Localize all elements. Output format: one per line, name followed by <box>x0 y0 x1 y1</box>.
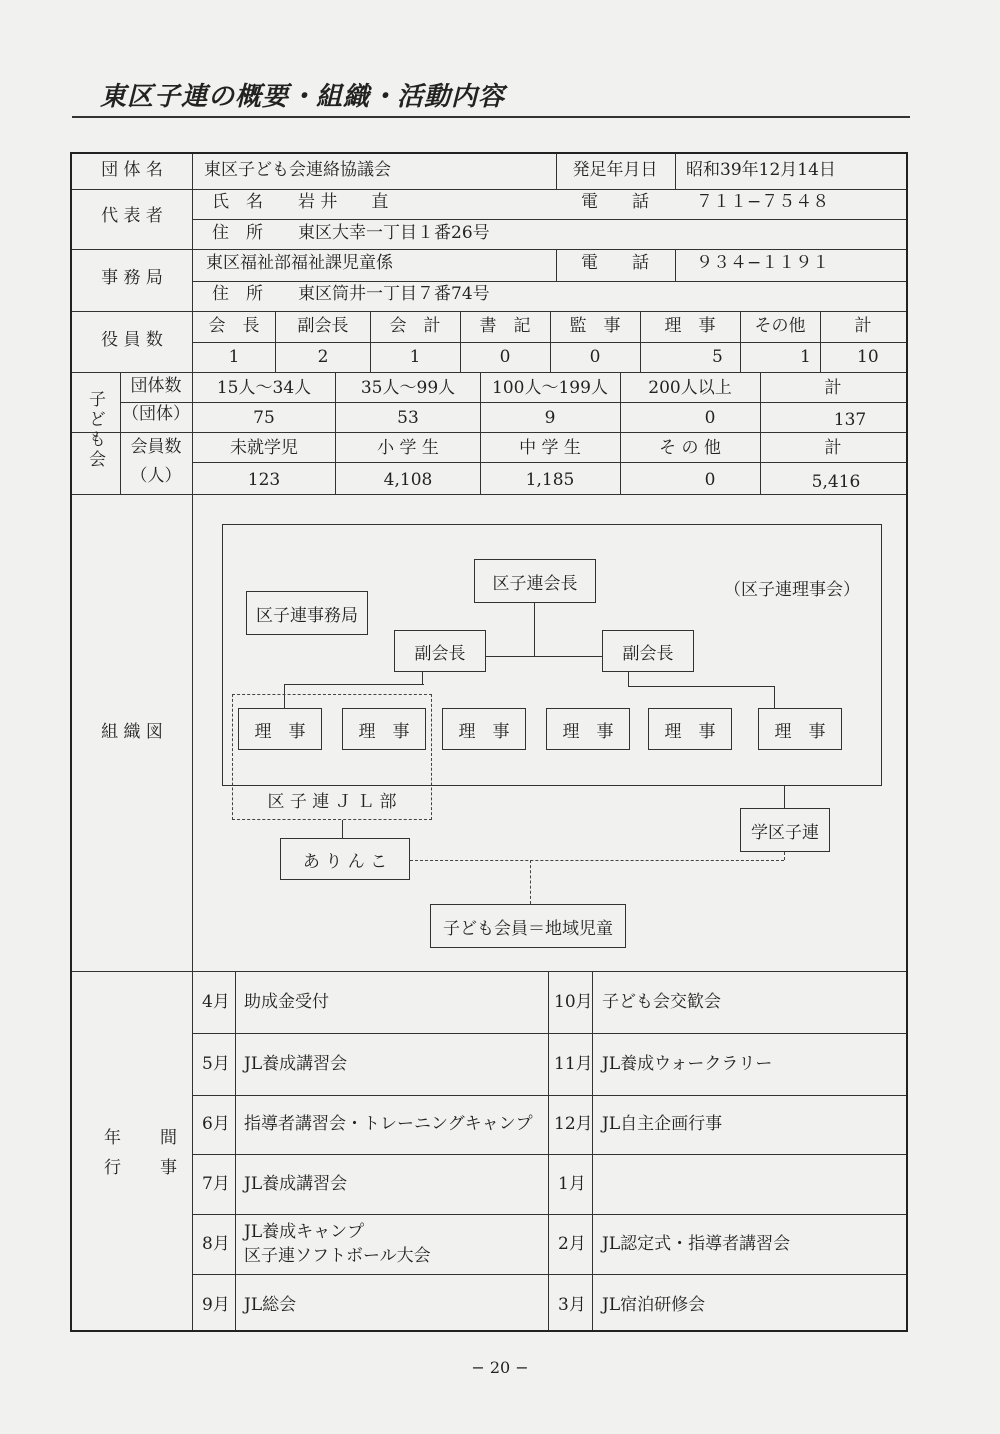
chairman-box: 区子連会長 <box>474 559 596 603</box>
officer-header: 副会長 <box>297 316 349 336</box>
officers-label: 役 員 数 <box>101 330 163 350</box>
office-tel-label: 電 話 <box>581 253 649 273</box>
org-name-label: 団 体 名 <box>101 160 163 180</box>
director-box: 理 事 <box>442 708 526 750</box>
director-box: 理 事 <box>758 708 842 750</box>
groups-header: 200人以上 <box>648 378 732 398</box>
director-box: 理 事 <box>238 708 322 750</box>
child-members-box: 子ども会員＝地域児童 <box>430 904 626 948</box>
office-label: 事 務 局 <box>101 268 163 288</box>
event-month: 4月 <box>202 992 230 1012</box>
groups-value: 137 <box>833 410 867 430</box>
event-month: 12月 <box>554 1114 593 1134</box>
org-chart-label: 組 織 図 <box>101 722 163 742</box>
title-underline <box>72 116 910 118</box>
event-month: 1月 <box>558 1174 586 1194</box>
page-title: 東区子連の概要・組織・活動内容 <box>100 82 506 112</box>
officer-header: 計 <box>854 316 872 336</box>
groups-value: 75 <box>253 408 275 428</box>
founded-label: 発足年月日 <box>572 160 658 180</box>
office-box: 区子連事務局 <box>246 591 368 635</box>
events-label-char: 事 <box>160 1158 177 1178</box>
officer-value: 10 <box>857 347 879 367</box>
officer-value: 1 <box>800 347 811 367</box>
event-name: JL自主企画行事 <box>602 1114 723 1134</box>
groups-header: 計 <box>824 378 842 398</box>
founded-value: 昭和39年12月14日 <box>686 160 836 180</box>
members-value: 5,416 <box>811 472 861 492</box>
groups-header: 15人〜34人 <box>216 378 312 398</box>
office-address-value: 東区筒井一丁目７番74号 <box>298 284 490 304</box>
rep-address-label: 住 所 <box>212 223 263 243</box>
event-month: 9月 <box>202 1295 230 1315</box>
event-name-line2: 区子連ソフトボール大会 <box>244 1246 431 1266</box>
vice-chairman-box-1: 副会長 <box>394 630 486 672</box>
officer-value: 1 <box>228 347 240 367</box>
event-name: JL養成ウォークラリー <box>602 1054 773 1074</box>
events-label-char: 間 <box>160 1128 177 1148</box>
director-box: 理 事 <box>648 708 732 750</box>
event-month: 11月 <box>554 1054 593 1074</box>
event-month: 3月 <box>558 1295 586 1315</box>
event-month: 8月 <box>202 1234 230 1254</box>
members-unit: （人） <box>130 466 182 486</box>
groups-unit: （団体） <box>122 404 190 424</box>
event-name: 助成金受付 <box>244 992 329 1012</box>
council-label: （区子連理事会） <box>724 580 860 600</box>
officer-value: 5 <box>712 347 723 367</box>
event-name: JL認定式・指導者講習会 <box>602 1234 791 1254</box>
groups-value: 53 <box>397 408 419 428</box>
officer-header: 理 事 <box>664 316 716 336</box>
representative-label: 代 表 者 <box>101 206 163 226</box>
event-name: JL養成キャンプ <box>244 1222 365 1242</box>
groups-value: 0 <box>704 408 716 428</box>
officer-header: 監 事 <box>569 316 621 336</box>
office-tel-value: ９３４−１１９１ <box>696 253 830 273</box>
event-name: JL宿泊研修会 <box>602 1295 706 1315</box>
event-month: 10月 <box>554 992 593 1012</box>
events-label-char: 年 <box>104 1128 121 1148</box>
director-box: 理 事 <box>342 708 426 750</box>
members-label: 会員数 <box>130 437 182 457</box>
members-value: 1,185 <box>525 470 575 490</box>
members-value: 0 <box>704 470 716 490</box>
members-header: そ の 他 <box>659 438 721 458</box>
rep-name-value: 岩 井 直 <box>298 192 389 212</box>
event-month: 5月 <box>202 1054 230 1074</box>
members-value: 4,108 <box>383 470 433 490</box>
members-value: 123 <box>247 470 281 490</box>
event-month: 2月 <box>558 1234 586 1254</box>
members-header: 小 学 生 <box>377 438 439 458</box>
event-name: JL養成講習会 <box>244 1054 348 1074</box>
vice-chairman-box-2: 副会長 <box>602 630 694 672</box>
org-name-value: 東区子ども会連絡協議会 <box>204 160 391 180</box>
members-header: 計 <box>824 438 842 458</box>
overview-table <box>70 152 908 1332</box>
page-number: − 20 − <box>471 1358 529 1377</box>
officer-value: 1 <box>409 347 421 367</box>
rep-tel-value: ７１１−７５４８ <box>696 192 830 212</box>
director-box: 理 事 <box>546 708 630 750</box>
officer-header: 会 長 <box>208 316 260 336</box>
groups-value: 9 <box>544 408 556 428</box>
event-month: 6月 <box>202 1114 230 1134</box>
jl-dept-label: 区 子 連 Ｊ Ｌ 部 <box>267 792 397 812</box>
office-address-label: 住 所 <box>212 284 263 304</box>
officer-header: その他 <box>754 316 806 336</box>
members-header: 中 学 生 <box>519 438 581 458</box>
rep-address-value: 東区大幸一丁目１番26号 <box>298 223 490 243</box>
event-name: JL総会 <box>244 1295 297 1315</box>
officer-value: 0 <box>589 347 601 367</box>
kodomokai-label: 子ども会 <box>85 390 105 470</box>
event-name: JL養成講習会 <box>244 1174 348 1194</box>
office-value: 東区福祉部福祉課児童係 <box>206 253 393 273</box>
officer-header: 会 計 <box>389 316 441 336</box>
arinko-box: あ り ん こ <box>280 838 410 880</box>
gakku-kodomokai-box: 学区子連 <box>740 808 830 852</box>
groups-header: 35人〜99人 <box>360 378 456 398</box>
groups-label: 団体数 <box>130 376 182 396</box>
events-label-char: 行 <box>104 1158 121 1178</box>
officer-header: 書 記 <box>479 316 531 336</box>
rep-name-label: 氏 名 <box>212 192 263 212</box>
members-header: 未就学児 <box>230 438 298 458</box>
event-name: 指導者講習会・トレーニングキャンプ <box>244 1114 533 1134</box>
officer-value: 2 <box>317 347 329 367</box>
event-month: 7月 <box>202 1174 230 1194</box>
rep-tel-label: 電 話 <box>581 192 649 212</box>
groups-header: 100人〜199人 <box>492 378 608 398</box>
event-name: 子ども会交歓会 <box>602 992 721 1012</box>
officer-value: 0 <box>499 347 511 367</box>
